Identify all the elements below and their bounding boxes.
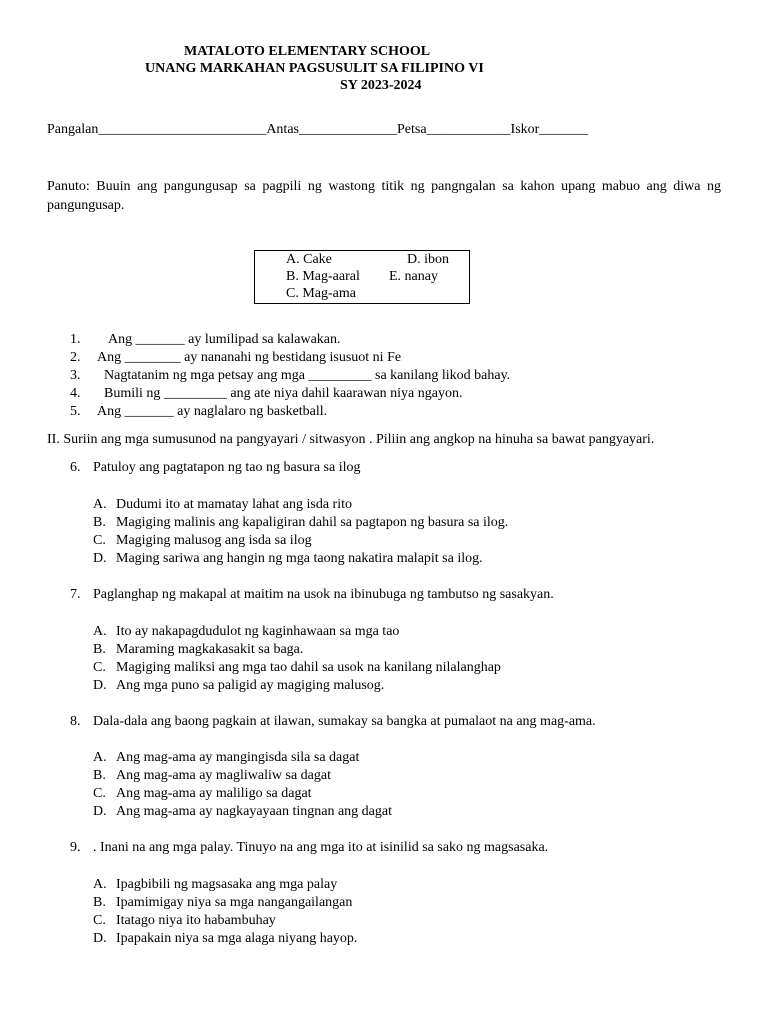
student-info-line: Pangalan________________________Antas______________Petsa____________Iskor_______ <box>47 122 589 137</box>
q8-option-d-letter: D. <box>93 804 107 819</box>
item-2-text: Ang ________ ay nananahi ng bestidang isusuot ni Fe <box>97 350 402 365</box>
q9-option-a-letter: A. <box>93 877 107 892</box>
choice-e: E. nanay <box>389 269 438 284</box>
choice-b: B. Mag-aaral <box>286 269 360 284</box>
item-3-text: Nagtatanim ng mga petsay ang mga _________ sa kanilang likod bahay. <box>104 368 511 383</box>
item-3-number: 3. <box>70 368 81 383</box>
question-8-number: 8. <box>70 714 81 729</box>
q8-option-b-letter: B. <box>93 768 106 783</box>
choice-a: A. Cake <box>286 252 332 267</box>
q6-option-c-letter: C. <box>93 533 106 548</box>
instructions: Panuto: Buuin ang pangungusap sa pagpili ng wastong titik ng pangngalan sa kahon upang mabuo ang diwa ng pangungusap. <box>47 179 721 213</box>
q7-option-b-letter: B. <box>93 642 106 657</box>
q9-option-d-letter: D. <box>93 931 107 946</box>
q7-option-a-letter: A. <box>93 624 107 639</box>
school-name: MATALOTO ELEMENTARY SCHOOL <box>184 44 431 59</box>
q8-option-c-letter: C. <box>93 786 106 801</box>
q8-option-c-text: Ang mag-ama ay maliligo sa dagat <box>116 786 312 801</box>
q9-option-c-text: Itatago niya ito habambuhay <box>116 913 276 928</box>
exam-title: UNANG MARKAHAN PAGSUSULIT SA FILIPINO VI <box>145 61 484 76</box>
q7-option-d-letter: D. <box>93 678 107 693</box>
q6-option-d-letter: D. <box>93 551 107 566</box>
question-9-text: . Inani na ang mga palay. Tinuyo na ang mga ito at isinilid sa sako ng magsasaka. <box>93 840 549 855</box>
q7-option-c-letter: C. <box>93 660 106 675</box>
question-8-text: Dala-dala ang baong pagkain at ilawan, sumakay sa bangka at pumalaot na ang mag-ama. <box>93 714 596 729</box>
q6-option-a-letter: A. <box>93 497 107 512</box>
question-6-text: Patuloy ang pagtatapon ng tao ng basura sa ilog <box>93 460 361 475</box>
choice-c: C. Mag-ama <box>286 286 356 301</box>
question-6-number: 6. <box>70 460 81 475</box>
school-year: SY 2023-2024 <box>340 78 422 93</box>
item-2-number: 2. <box>70 350 81 365</box>
q9-option-b-text: Ipamimigay niya sa mga nangangailangan <box>116 895 353 910</box>
question-9-number: 9. <box>70 840 81 855</box>
q7-option-c-text: Magiging maliksi ang mga tao dahil sa usok na kanilang nilalanghap <box>116 660 501 675</box>
choice-d: D. ibon <box>407 252 449 267</box>
q6-option-c-text: Magiging malusog ang isda sa ilog <box>116 533 312 548</box>
item-4-text: Bumili ng _________ ang ate niya dahil kaarawan niya ngayon. <box>104 386 463 401</box>
question-7-text: Paglanghap ng makapal at maitim na usok na ibinubuga ng tambutso ng sasakyan. <box>93 587 554 602</box>
item-5-number: 5. <box>70 404 81 419</box>
q9-option-b-letter: B. <box>93 895 106 910</box>
question-7-number: 7. <box>70 587 81 602</box>
choice-box <box>254 250 470 304</box>
q7-option-b-text: Maraming magkakasakit sa baga. <box>116 642 304 657</box>
item-1-text: Ang _______ ay lumilipad sa kalawakan. <box>108 332 341 347</box>
q8-option-a-letter: A. <box>93 750 107 765</box>
q9-option-a-text: Ipagbibili ng magsasaka ang mga palay <box>116 877 338 892</box>
item-5-text: Ang _______ ay naglalaro ng basketball. <box>97 404 328 419</box>
part2-heading: II. Suriin ang mga sumusunod na pangyayari / sitwasyon . Piliin ang angkop na hinuha sa bawat pangyayari. <box>47 432 655 447</box>
q9-option-c-letter: C. <box>93 913 106 928</box>
q9-option-d-text: Ipapakain niya sa mga alaga niyang hayop. <box>116 931 358 946</box>
q8-option-a-text: Ang mag-ama ay mangingisda sila sa dagat <box>116 750 360 765</box>
q8-option-d-text: Ang mag-ama ay nagkayayaan tingnan ang dagat <box>116 804 393 819</box>
q8-option-b-text: Ang mag-ama ay magliwaliw sa dagat <box>116 768 331 783</box>
q6-option-b-letter: B. <box>93 515 106 530</box>
q6-option-b-text: Magiging malinis ang kapaligiran dahil sa pagtapon ng basura sa ilog. <box>116 515 509 530</box>
q6-option-a-text: Dudumi ito at mamatay lahat ang isda rito <box>116 497 352 512</box>
item-1-number: 1. <box>70 332 81 347</box>
q7-option-d-text: Ang mga puno sa paligid ay magiging malusog. <box>116 678 385 693</box>
q6-option-d-text: Maging sariwa ang hangin ng mga taong nakatira malapit sa ilog. <box>116 551 483 566</box>
q7-option-a-text: Ito ay nakapagdudulot ng kaginhawaan sa mga tao <box>116 624 400 639</box>
item-4-number: 4. <box>70 386 81 401</box>
